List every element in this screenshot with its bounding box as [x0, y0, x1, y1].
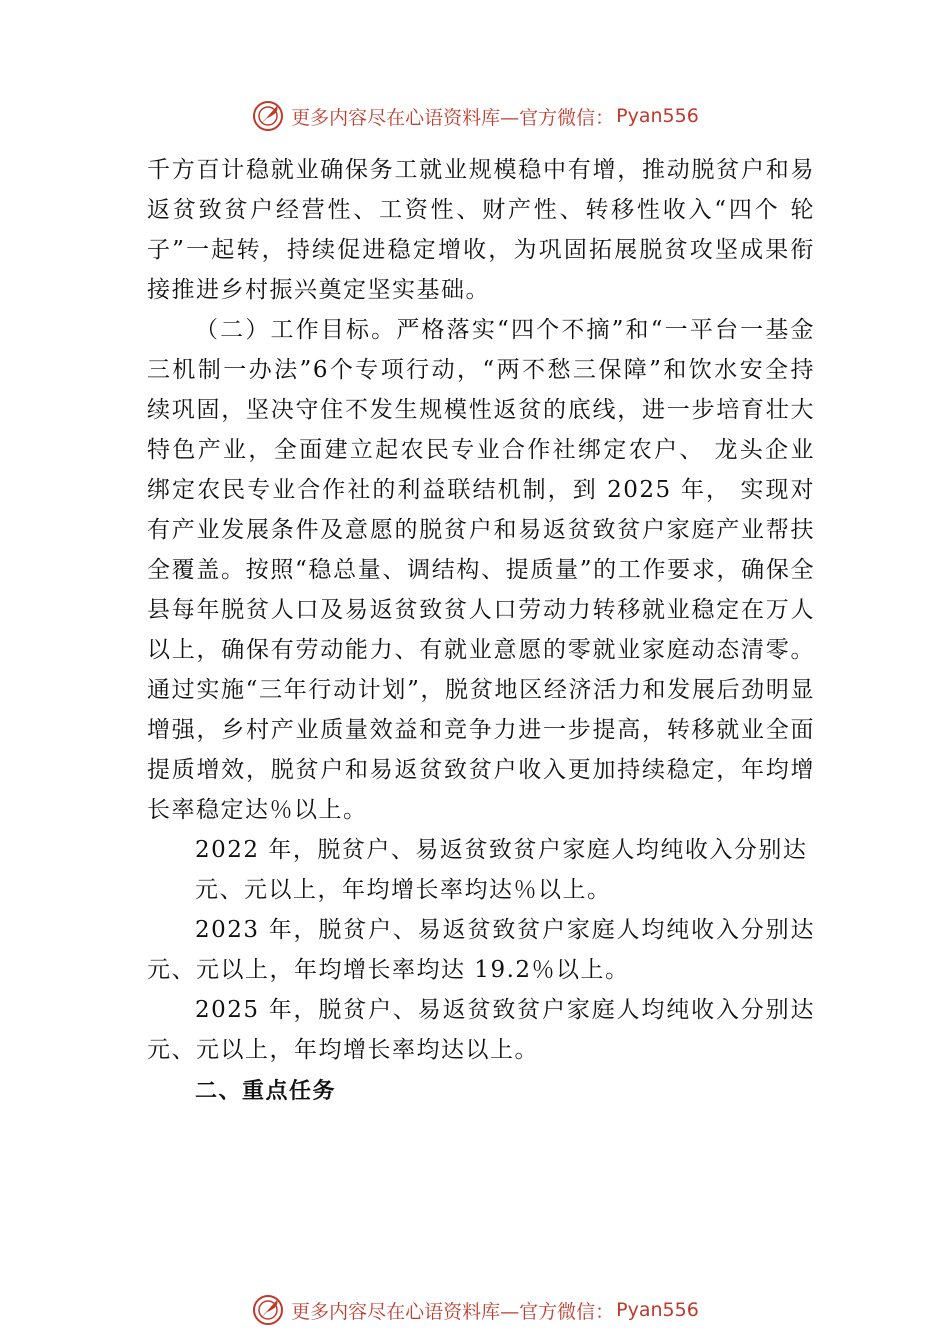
paragraph-2: （二）工作目标。严格落实“四个不摘”和“一平台一基金三机制一办法”6个专项行动，“两不愁三保障”和饮水安全持续巩固，坚决守住不发生规模性返贫的底线，进一步培育壮大特色产业，全面建立起农民专业合作社绑定农户、 龙头企业绑定农民专业合作社的利益联结机制，到 2025 年， 实现对有产业发展条件及意愿的脱贫户和易返贫致贫户家庭产业帮扶全覆盖。按照“稳总量、调结构、提质量”的工作要求，确保全县每年脱贫人口及易返贫致贫人口劳动力转移就业稳定在万人以上，确保有劳动能力、有就业意愿的零就业家庭动态清零。通过实施“三年行动计划”，脱贫地区经济活力和发展后劲明显增强，乡村产业质量效益和竞争力进一步提高，转移就业全面提质增效，脱贫户和易返贫致贫户收入更加持续稳定，年均增长率稳定达％以上。: [147, 317, 815, 823]
header-wechat-id: Pyan556: [616, 105, 699, 127]
section-heading: 二、重点任务: [195, 1079, 337, 1104]
paragraph-4: 元、元以上，年均增长率均达％以上。: [195, 877, 612, 903]
paragraph-3: 2022 年，脱贫户、易返贫致贫户家庭人均纯收入分别达: [195, 837, 808, 863]
paragraph-6: 2025 年，脱贫户、易返贫致贫户家庭人均纯收入分别达元、元以上，年均增长率均达以上。: [147, 997, 815, 1063]
footer-banner: [0, 1290, 950, 1330]
paragraph-1: 千方百计稳就业确保务工就业规模稳中有增，推动脱贫户和易返贫致贫户经营性、工资性、财产性、转移性收入“四个 轮子”一起转，持续促进稳定增收，为巩固拓展脱贫攻坚成果衔接推进乡村振兴奠定坚实基础。: [147, 157, 815, 303]
footer-banner-text: 更多内容尽在心语资料库—官方微信：: [291, 1300, 615, 1323]
feather-pen-logo-icon: [251, 99, 285, 133]
header-banner-text: 更多内容尽在心语资料库—官方微信：: [291, 106, 615, 129]
document-body: [147, 150, 815, 1112]
paragraph-5: 2023 年，脱贫户、易返贫致贫户家庭人均纯收入分别达元、元以上，年均增长率均达 19.2％以上。: [147, 917, 815, 983]
header-banner: [0, 96, 950, 136]
feather-pen-logo-icon: [251, 1293, 285, 1327]
footer-wechat-id: Pyan556: [616, 1299, 699, 1321]
